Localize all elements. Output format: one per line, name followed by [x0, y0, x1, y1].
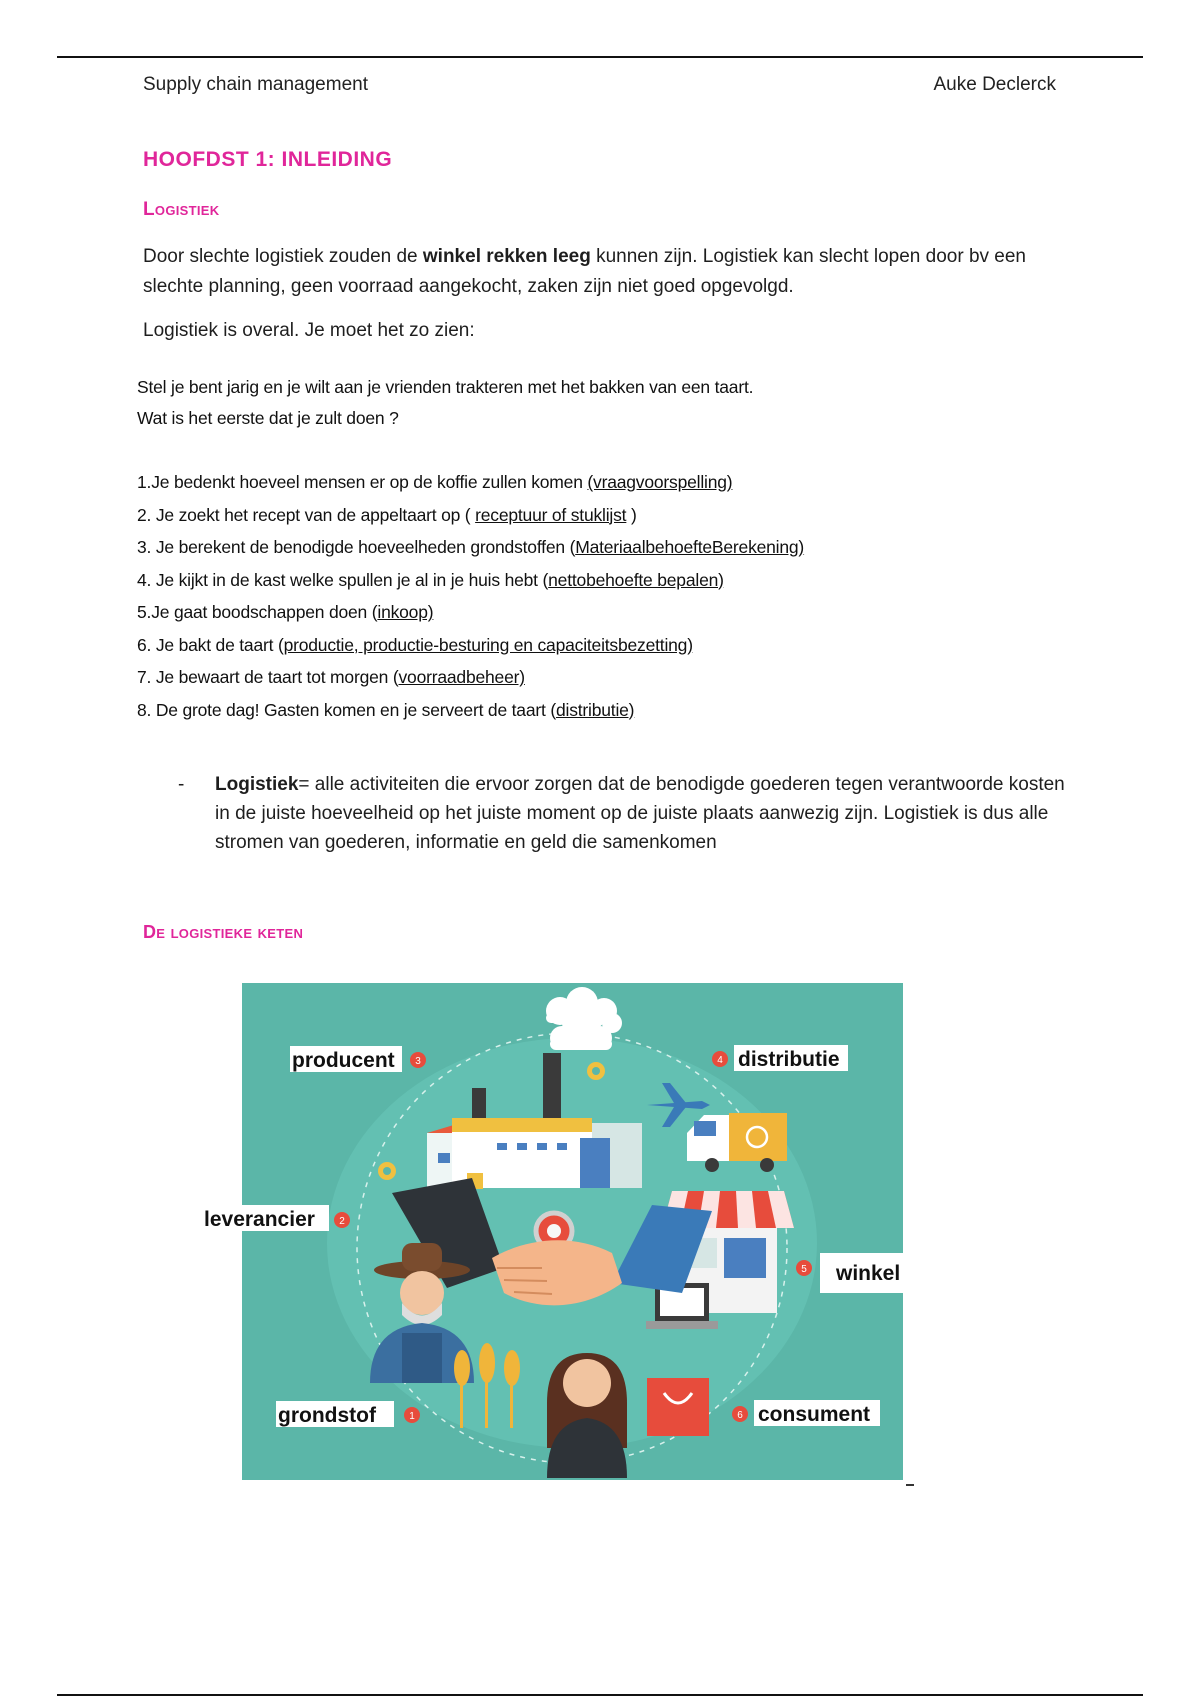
bullet-dash: - [178, 774, 185, 795]
badge-number: 2 [339, 1216, 345, 1227]
list-item: 4. Je kijkt in de kast welke spullen je al in je huis hebt (nettobehoefte bepalen) [137, 569, 724, 590]
badge-number: 5 [801, 1264, 807, 1275]
label-leverancier [204, 1205, 350, 1231]
definition-term: Logistiek [215, 774, 299, 795]
section-title-keten: De logistieke keten [143, 922, 304, 942]
badge-number: 6 [737, 1410, 743, 1421]
supply-chain-illustration [204, 983, 903, 1480]
consumer-icon [547, 1353, 627, 1478]
header-title: Supply chain management [143, 74, 368, 95]
section-title-logistiek: Logistiek [143, 199, 220, 220]
gear-icon [587, 1062, 605, 1080]
badge-number: 4 [717, 1055, 723, 1066]
shopping-bag-icon [647, 1378, 709, 1436]
header-author: Auke Declerck [933, 74, 1056, 95]
list-item: 5.Je gaat boodschappen doen (inkoop) [137, 602, 434, 622]
list-item: 2. Je zoekt het recept van de appeltaart op ( receptuur of stuklijst ) [137, 504, 637, 525]
list-item: 3. Je berekent de benodigde hoeveelheden grondstoffen (MateriaalbehoefteBerekening) [137, 537, 805, 557]
list-item: 1.Je bedenkt hoeveel mensen er op de koffie zullen komen (vraagvoorspelling) [137, 472, 733, 492]
paragraph-logistiek-overal: Logistiek is overal. Je moet het zo zien: [143, 320, 475, 341]
top-rule [57, 56, 1143, 58]
stray-mark [906, 1484, 914, 1486]
label-consument-text: consument [758, 1403, 871, 1426]
example-line-1: Stel je bent jarig en je wilt aan je vrienden trakteren met het bakken van een taart. [137, 377, 754, 397]
label-distributie-text: distributie [738, 1048, 840, 1071]
example-intro [137, 372, 753, 434]
list-item: 6. Je bakt de taart (productie, productie-besturing en capaciteitsbezetting) [137, 634, 693, 655]
chapter-title: HOOFDST 1: INLEIDING [143, 148, 393, 171]
list-item: 7. Je bewaart de taart tot morgen (voorraadbeheer) [137, 667, 525, 687]
label-grondstof-text: grondstof [278, 1404, 376, 1427]
bottom-rule [57, 1694, 1143, 1696]
example-line-2: Wat is het eerste dat je zult doen ? [137, 408, 399, 428]
label-producent-text: producent [292, 1049, 395, 1072]
gear-icon [378, 1162, 396, 1180]
steps-list [137, 466, 804, 726]
badge-number: 3 [415, 1056, 421, 1067]
badge-number: 1 [409, 1411, 415, 1422]
paragraph-text: Door slechte logistiek zouden de [143, 246, 423, 267]
label-leverancier-text: leverancier [204, 1208, 315, 1231]
definition-body: = alle activiteiten die ervoor zorgen dat de benodigde goederen tegen verantwoorde kosten in de juiste hoeveelheid op het juiste moment op de juiste plaats aanwezig zijn. Logistiek is dus alle stromen van goederen, informatie en geld die samenkomen [215, 774, 1065, 853]
bold-phrase: winkel rekken leeg [422, 246, 591, 267]
definition-text [215, 770, 1075, 857]
paragraph-text: kunnen zijn. Logistiek kan slecht lopen door bv een slechte planning, geen voorraad aangekocht, zaken zijn niet goed opgevolgd. [143, 246, 1026, 297]
list-item: 8. De grote dag! Gasten komen en je serveert de taart (distributie) [137, 699, 635, 720]
label-consument [732, 1400, 880, 1426]
label-winkel-text: winkel [836, 1262, 901, 1285]
paragraph-logistiek-intro [143, 242, 1063, 302]
